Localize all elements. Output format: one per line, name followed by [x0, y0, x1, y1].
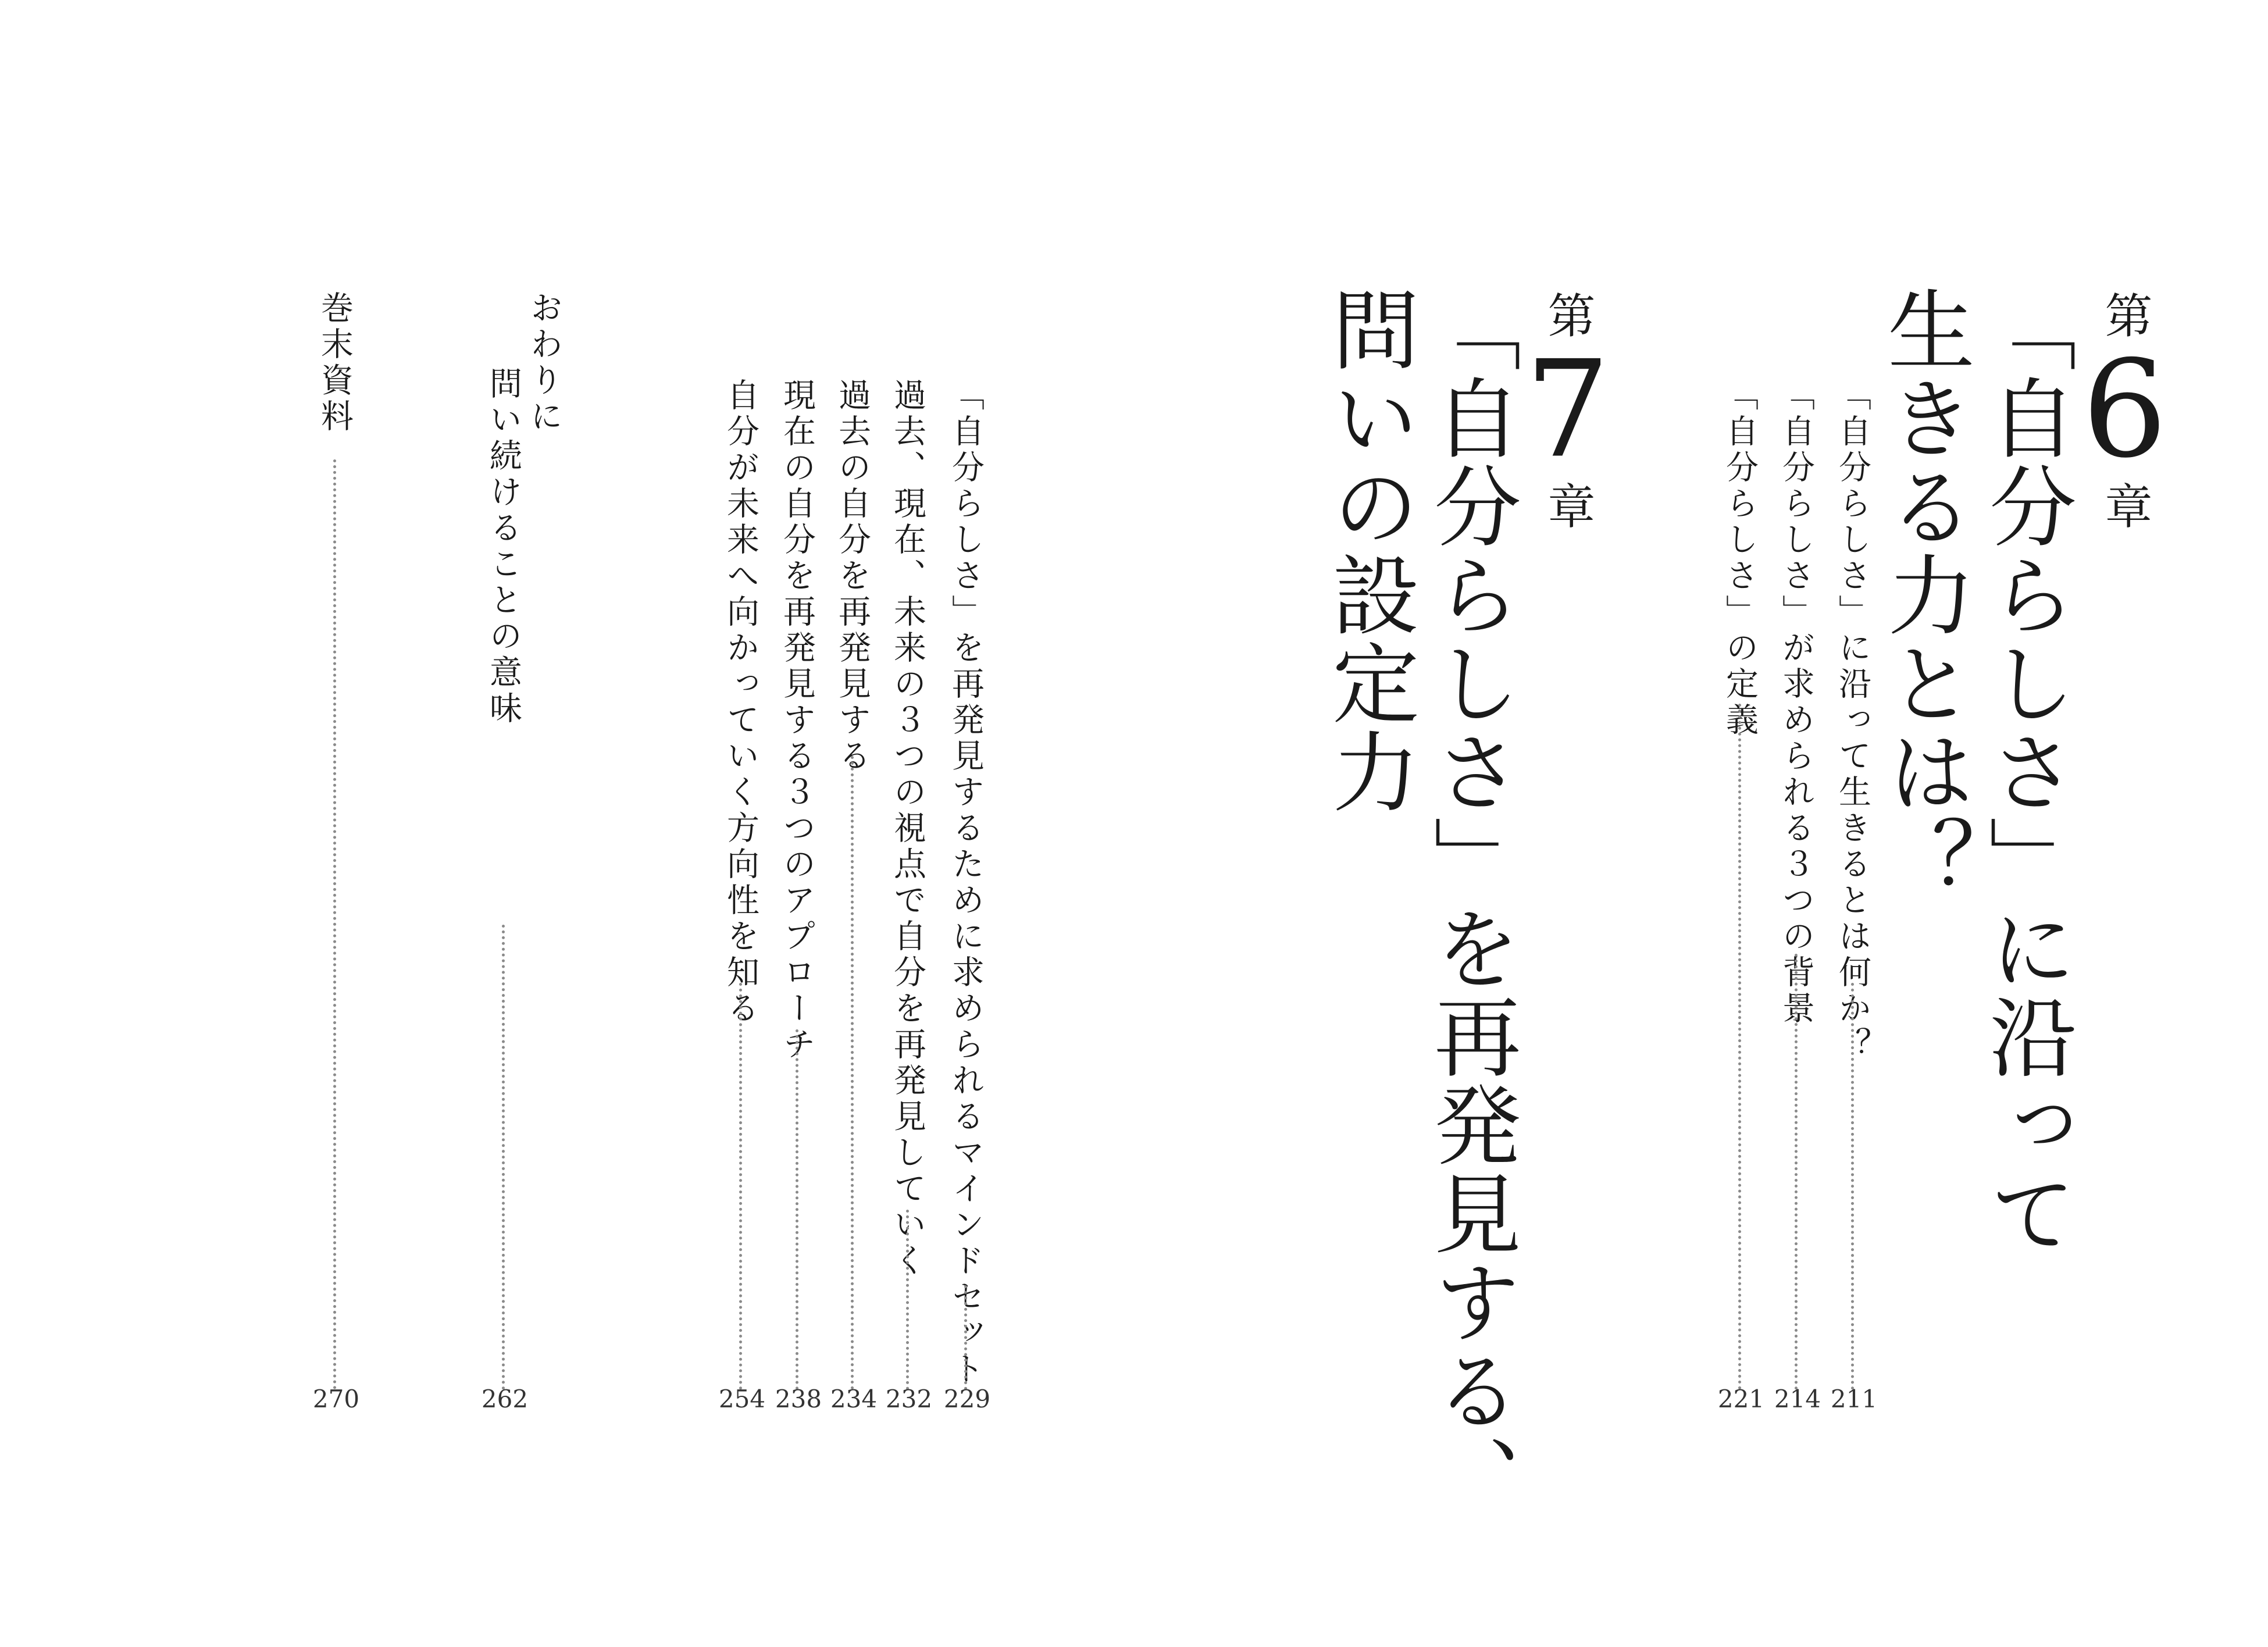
toc-entry-title: 「自分らしさ」を再発見するために求められるマインドセット	[947, 378, 985, 1388]
leader-dots	[502, 925, 505, 1390]
toc-entry[interactable]	[887, 378, 928, 1460]
chapter7-number: 7	[1525, 343, 1610, 477]
toc-entry-page: 221	[1717, 1385, 1765, 1413]
leader-dots	[964, 1285, 967, 1390]
toc-entry-title: 「自分らしさ」が求められる３つの背景	[1777, 378, 1815, 1027]
toc-entry-title: 過去の自分を再発見する	[833, 378, 871, 775]
chapter7-label-prefix: 第	[1540, 291, 1595, 338]
toc-entry-page: 234	[830, 1385, 878, 1413]
chapter6-number: 6	[2082, 343, 2167, 477]
toc-entry[interactable]	[1775, 378, 1816, 1460]
leader-dots	[851, 756, 854, 1390]
toc-entry-title: 過去、現在、未来の３つの視点で自分を再発見していく	[889, 378, 926, 1279]
toc-entry-page: 232	[885, 1385, 933, 1413]
leader-dots	[333, 459, 336, 1390]
leader-dots	[1795, 954, 1798, 1390]
toc-entry-afterword[interactable]	[483, 291, 564, 1372]
toc-entry[interactable]	[720, 378, 761, 1460]
leader-dots	[906, 1210, 909, 1390]
afterword-title-line1: おわりに	[525, 291, 563, 435]
toc-entry[interactable]	[1832, 378, 1873, 1460]
afterword-page: 262	[481, 1385, 529, 1413]
afterword-title-line2: 問い続けることの意味	[484, 366, 522, 727]
toc-entry[interactable]	[832, 378, 872, 1460]
leader-dots	[796, 1029, 798, 1390]
leader-dots	[739, 983, 742, 1390]
chapter6-label	[2081, 291, 2168, 529]
appendix-title: 巻末資料	[316, 291, 354, 435]
toc-entry-title: 「自分らしさ」の定義	[1721, 378, 1759, 739]
toc-entry-page: 254	[718, 1385, 766, 1413]
chapter6-title-line1: 「自分らしさ」に沿って	[1974, 285, 2076, 1257]
chapter7-label-suffix: 章	[1540, 482, 1595, 529]
toc-entry-page: 238	[775, 1385, 822, 1413]
toc-entry[interactable]	[945, 378, 986, 1460]
toc-entry-title: 現在の自分を再発見する３つのアプローチ	[778, 378, 816, 1063]
toc-entry-page: 229	[943, 1385, 991, 1413]
toc-entry-appendix[interactable]	[314, 291, 355, 1372]
chapter7-label	[1524, 291, 1611, 529]
leader-dots	[1738, 704, 1741, 1390]
toc-entry-title: 自分が未来へ向かっていく方向性を知る	[722, 378, 759, 1027]
chapter6-label-suffix: 章	[2097, 482, 2152, 529]
chapter7-title-line2: 問いの設定力	[1317, 285, 1418, 815]
toc-entry[interactable]	[776, 378, 817, 1460]
chapter6-label-prefix: 第	[2097, 291, 2152, 338]
toc-entry-page: 214	[1774, 1385, 1821, 1413]
toc-entry[interactable]	[1719, 378, 1760, 1460]
toc-entry-title: 「自分らしさ」に沿って生きるとは何か？	[1834, 378, 1871, 1063]
leader-dots	[1851, 983, 1854, 1390]
appendix-page: 270	[312, 1385, 360, 1413]
toc-entry-page: 211	[1830, 1385, 1878, 1413]
chapter7-title-line1: 「自分らしさ」を再発見する、	[1419, 285, 1520, 1523]
chapter6-title-line2: 生きる力とは？	[1873, 285, 1974, 904]
